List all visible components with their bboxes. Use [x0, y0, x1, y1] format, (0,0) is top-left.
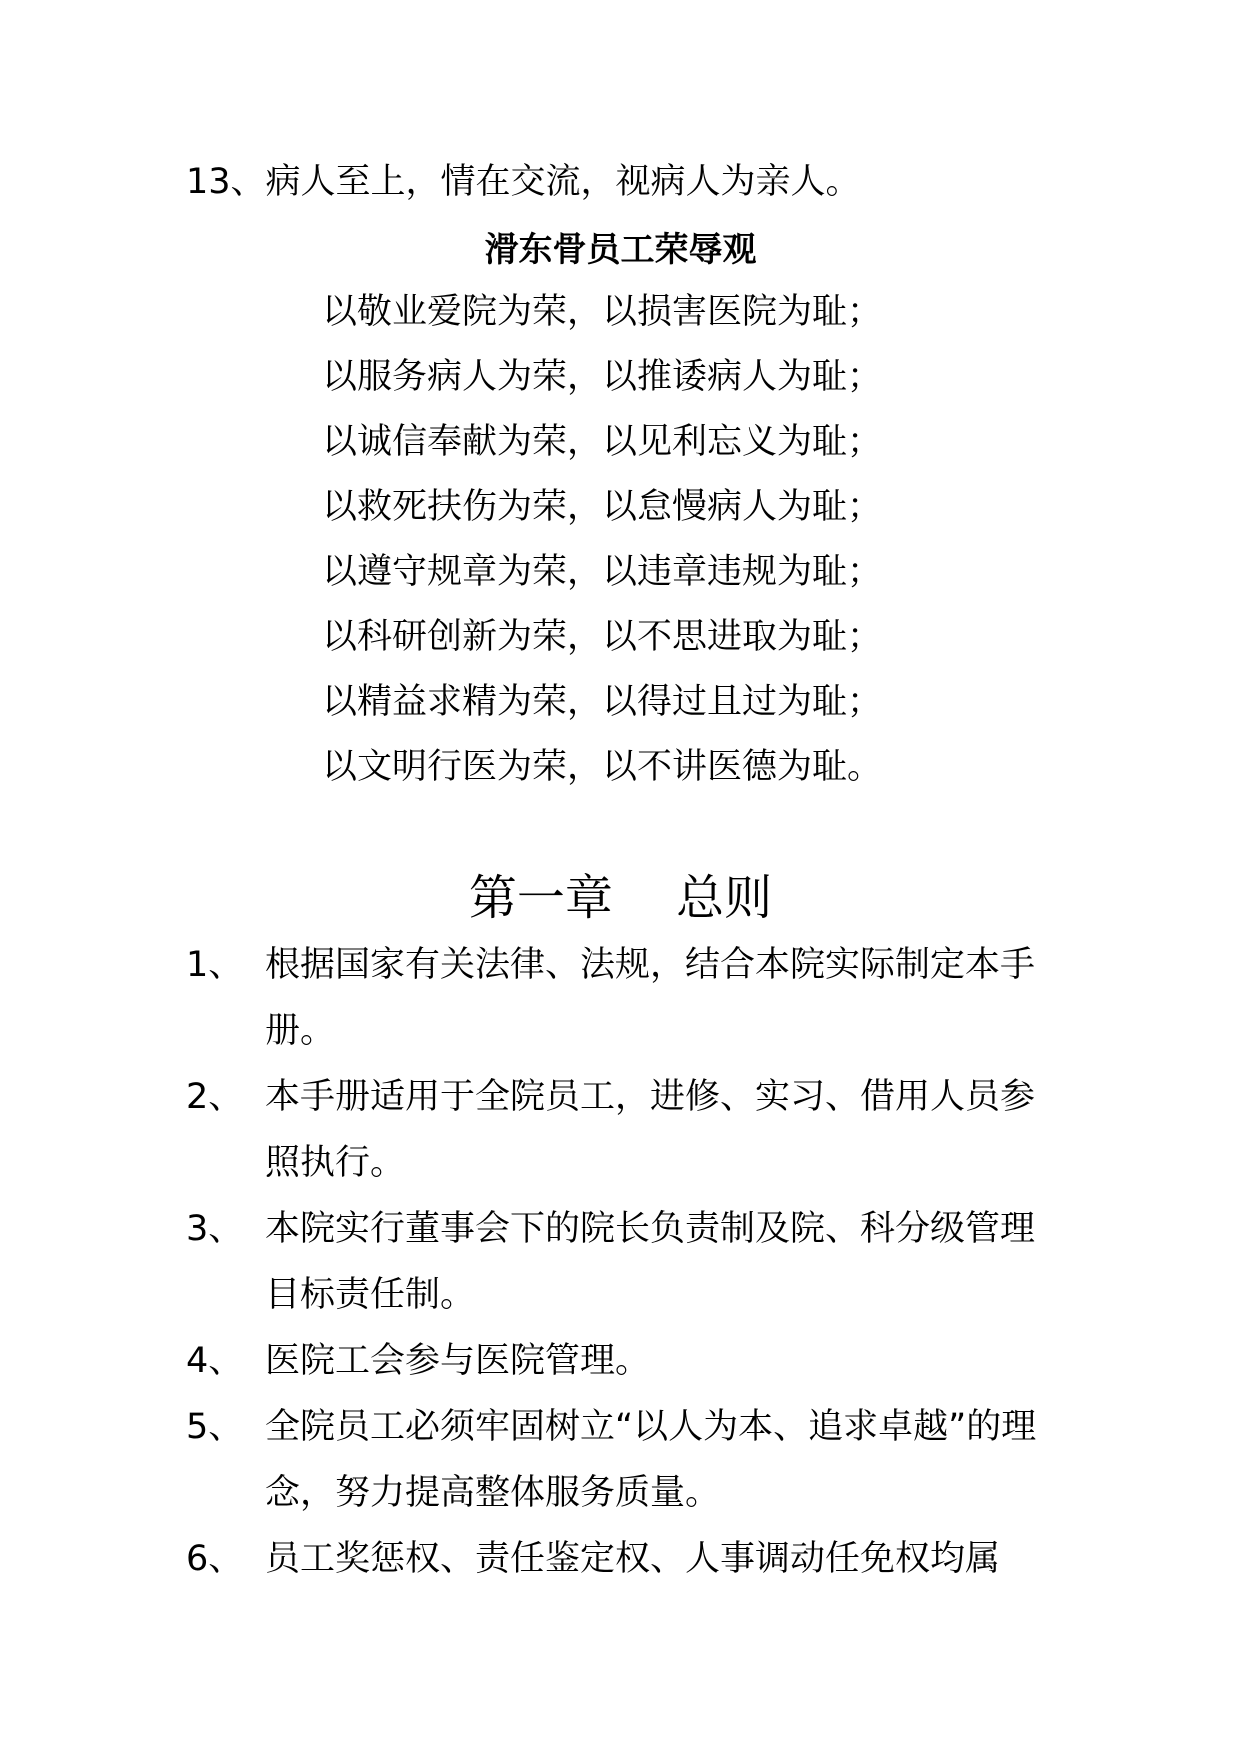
item-text: 本院实行董事会下的院长负责制及院、科分级管理目标责任制。: [265, 1209, 1036, 1315]
item-number: 6、: [186, 1539, 244, 1579]
item-number: 3、: [186, 1209, 244, 1249]
motto-line: 以文明行医为荣，以不讲医德为耻。: [322, 747, 883, 787]
item-text: 全院员工必须牢固树立“以人为本、追求卓越”的理念，努力提高整体服务质量。: [265, 1407, 1037, 1513]
item-number: 4、: [186, 1341, 244, 1381]
motto-line: 以服务病人为荣，以推诿病人为耻；: [322, 357, 883, 397]
motto-line: 以遵守规章为荣，以违章违规为耻；: [322, 552, 883, 592]
motto-line: 以精益求精为荣，以得过且过为耻；: [322, 682, 883, 722]
item-text: 根据国家有关法律、法规，结合本院实际制定本手册。: [265, 945, 1036, 1051]
honor-shame-title: 滑东骨员工荣辱观: [484, 230, 757, 270]
item-number: 1、: [186, 945, 244, 985]
item-text: 医院工会参与医院管理。: [265, 1341, 651, 1381]
motto-line: 以救死扶伤为荣，以怠慢病人为耻；: [322, 487, 883, 527]
motto-line: 以诚信奉献为荣，以见利忘义为耻；: [322, 422, 883, 462]
chapter-title: 第一章 总则: [468, 870, 773, 926]
motto-line: 以敬业爱院为荣，以损害医院为耻；: [322, 292, 883, 332]
motto-line: 以科研创新为荣，以不思进取为耻；: [322, 617, 883, 657]
intro-item-13: 13、病人至上，情在交流，视病人为亲人。: [186, 162, 861, 202]
item-text: 员工奖惩权、责任鉴定权、人事调动任免权均属: [265, 1539, 1001, 1579]
item-number: 5、: [186, 1407, 244, 1447]
item-text: 本手册适用于全院员工，进修、实习、借用人员参照执行。: [265, 1077, 1036, 1183]
item-number: 2、: [186, 1077, 244, 1117]
